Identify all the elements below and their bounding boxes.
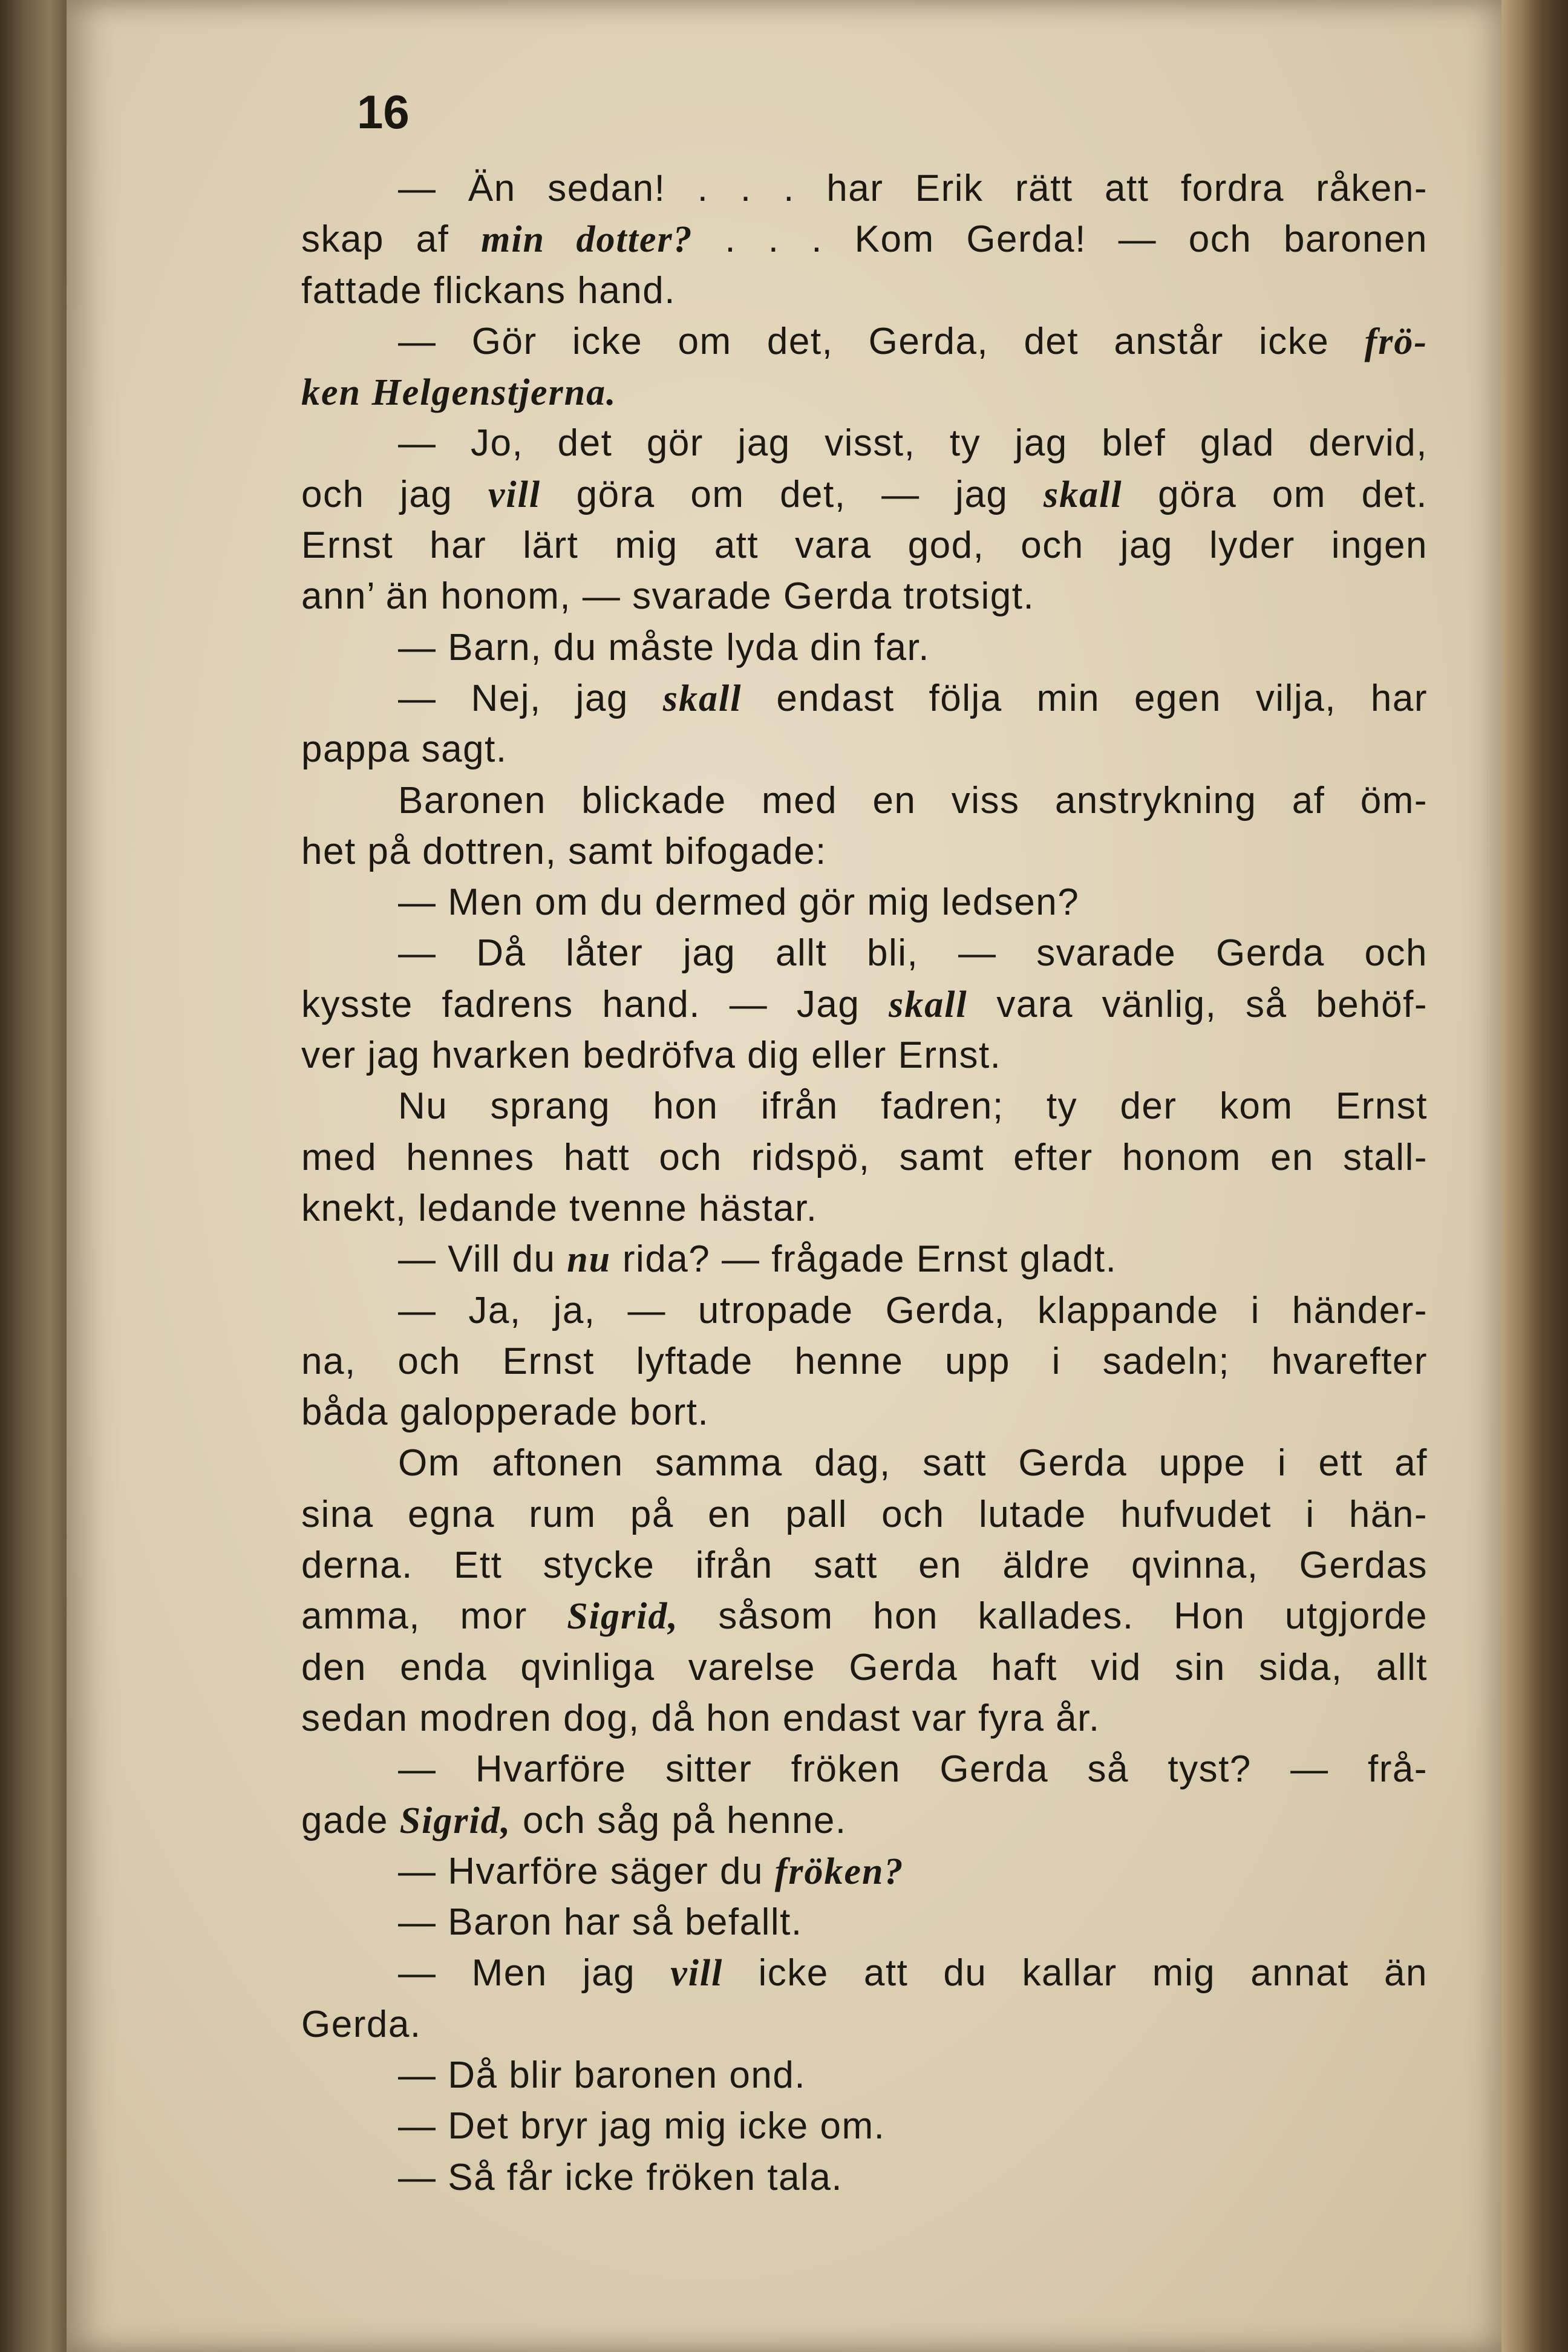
- text-line: — Ja, ja, — utropade Gerda, klappande i händer-: [398, 1289, 1428, 1331]
- text-line: knekt, ledande tvenne hästar.: [301, 1187, 818, 1229]
- text-line: Ernst har lärt mig att vara god, och jag lyder ingen: [301, 524, 1428, 567]
- text-line: — Men jag vill icke att du kallar mig annat än: [398, 1952, 1428, 1994]
- text-line: — Nej, jag skall endast följa min egen vilja, har: [398, 677, 1428, 719]
- text-line: gade Sigrid, och såg på henne.: [301, 1799, 847, 1841]
- page-number: 16: [357, 85, 410, 139]
- text-line: sina egna rum på en pall och lutade hufvudet i hän-: [301, 1493, 1428, 1535]
- text-line: fattade flickans hand.: [301, 269, 676, 312]
- text-line: — Då blir baronen ond.: [398, 2054, 806, 2096]
- text-line: na, och Ernst lyftade henne upp i sadeln; hvarefter: [301, 1340, 1428, 1382]
- text-line: ken Helgenstjerna.: [301, 372, 617, 414]
- body-text: [301, 163, 1428, 2203]
- text-line: sedan modren dog, då hon endast var fyra år.: [301, 1697, 1100, 1739]
- text-line: ver jag hvarken bedröfva dig eller Ernst.: [301, 1034, 1002, 1077]
- book-binding: [0, 0, 67, 2352]
- text-line: — Hvarföre sitter fröken Gerda så tyst? — frå-: [398, 1748, 1428, 1791]
- text-line: — Barn, du måste lyda din far.: [398, 626, 930, 668]
- text-line: — Vill du nu rida? — frågade Ernst gladt.: [398, 1238, 1117, 1281]
- text-line: het på dottren, samt bifogade:: [301, 830, 827, 872]
- text-line: den enda qvinliga varelse Gerda haft vid sin sida, allt: [301, 1646, 1428, 1688]
- text-line: kysste fadrens hand. — Jag skall vara vänlig, så behöf-: [301, 983, 1428, 1025]
- text-line: Baronen blickade med en viss anstrykning af öm-: [398, 779, 1428, 822]
- page-edges: [1501, 0, 1568, 2352]
- text-line: amma, mor Sigrid, såsom hon kallades. Hon utgjorde: [301, 1595, 1428, 1638]
- text-line: — Än sedan! . . . har Erik rätt att fordra råken-: [398, 168, 1428, 209]
- text-line: — Gör icke om det, Gerda, det anstår icke frö-: [398, 320, 1428, 362]
- text-line: båda galopperade bort.: [301, 1391, 710, 1434]
- text-line: — Så får icke fröken tala.: [398, 2156, 843, 2198]
- text-line: — Jo, det gör jag visst, ty jag blef glad dervid,: [398, 422, 1428, 465]
- text-line: — Då låter jag allt bli, — svarade Gerda och: [398, 932, 1428, 975]
- text-line: och jag vill göra om det, — jag skall göra om det.: [301, 473, 1428, 515]
- text-line: Nu sprang hon ifrån fadren; ty der kom Ernst: [398, 1085, 1428, 1128]
- text-line: — Men om du dermed gör mig ledsen?: [398, 881, 1080, 924]
- text-line: — Baron har så befallt.: [398, 1901, 803, 1944]
- text-line: — Hvarföre säger du fröken?: [398, 1850, 904, 1892]
- text-line: med hennes hatt och ridspö, samt efter honom en stall-: [301, 1136, 1428, 1178]
- text-line: pappa sagt.: [301, 728, 508, 771]
- text-line: derna. Ett stycke ifrån satt en äldre qvinna, Gerdas: [301, 1544, 1428, 1587]
- text-line: — Det bryr jag mig icke om.: [398, 2105, 886, 2148]
- text-line: ann’ än honom, — svarade Gerda trotsigt.: [301, 575, 1035, 618]
- text-line: Om aftonen samma dag, satt Gerda uppe i ett af: [398, 1442, 1428, 1485]
- text-line: Gerda.: [301, 2003, 422, 2045]
- text-line: skap af min dotter? . . . Kom Gerda! — och baronen: [301, 218, 1428, 261]
